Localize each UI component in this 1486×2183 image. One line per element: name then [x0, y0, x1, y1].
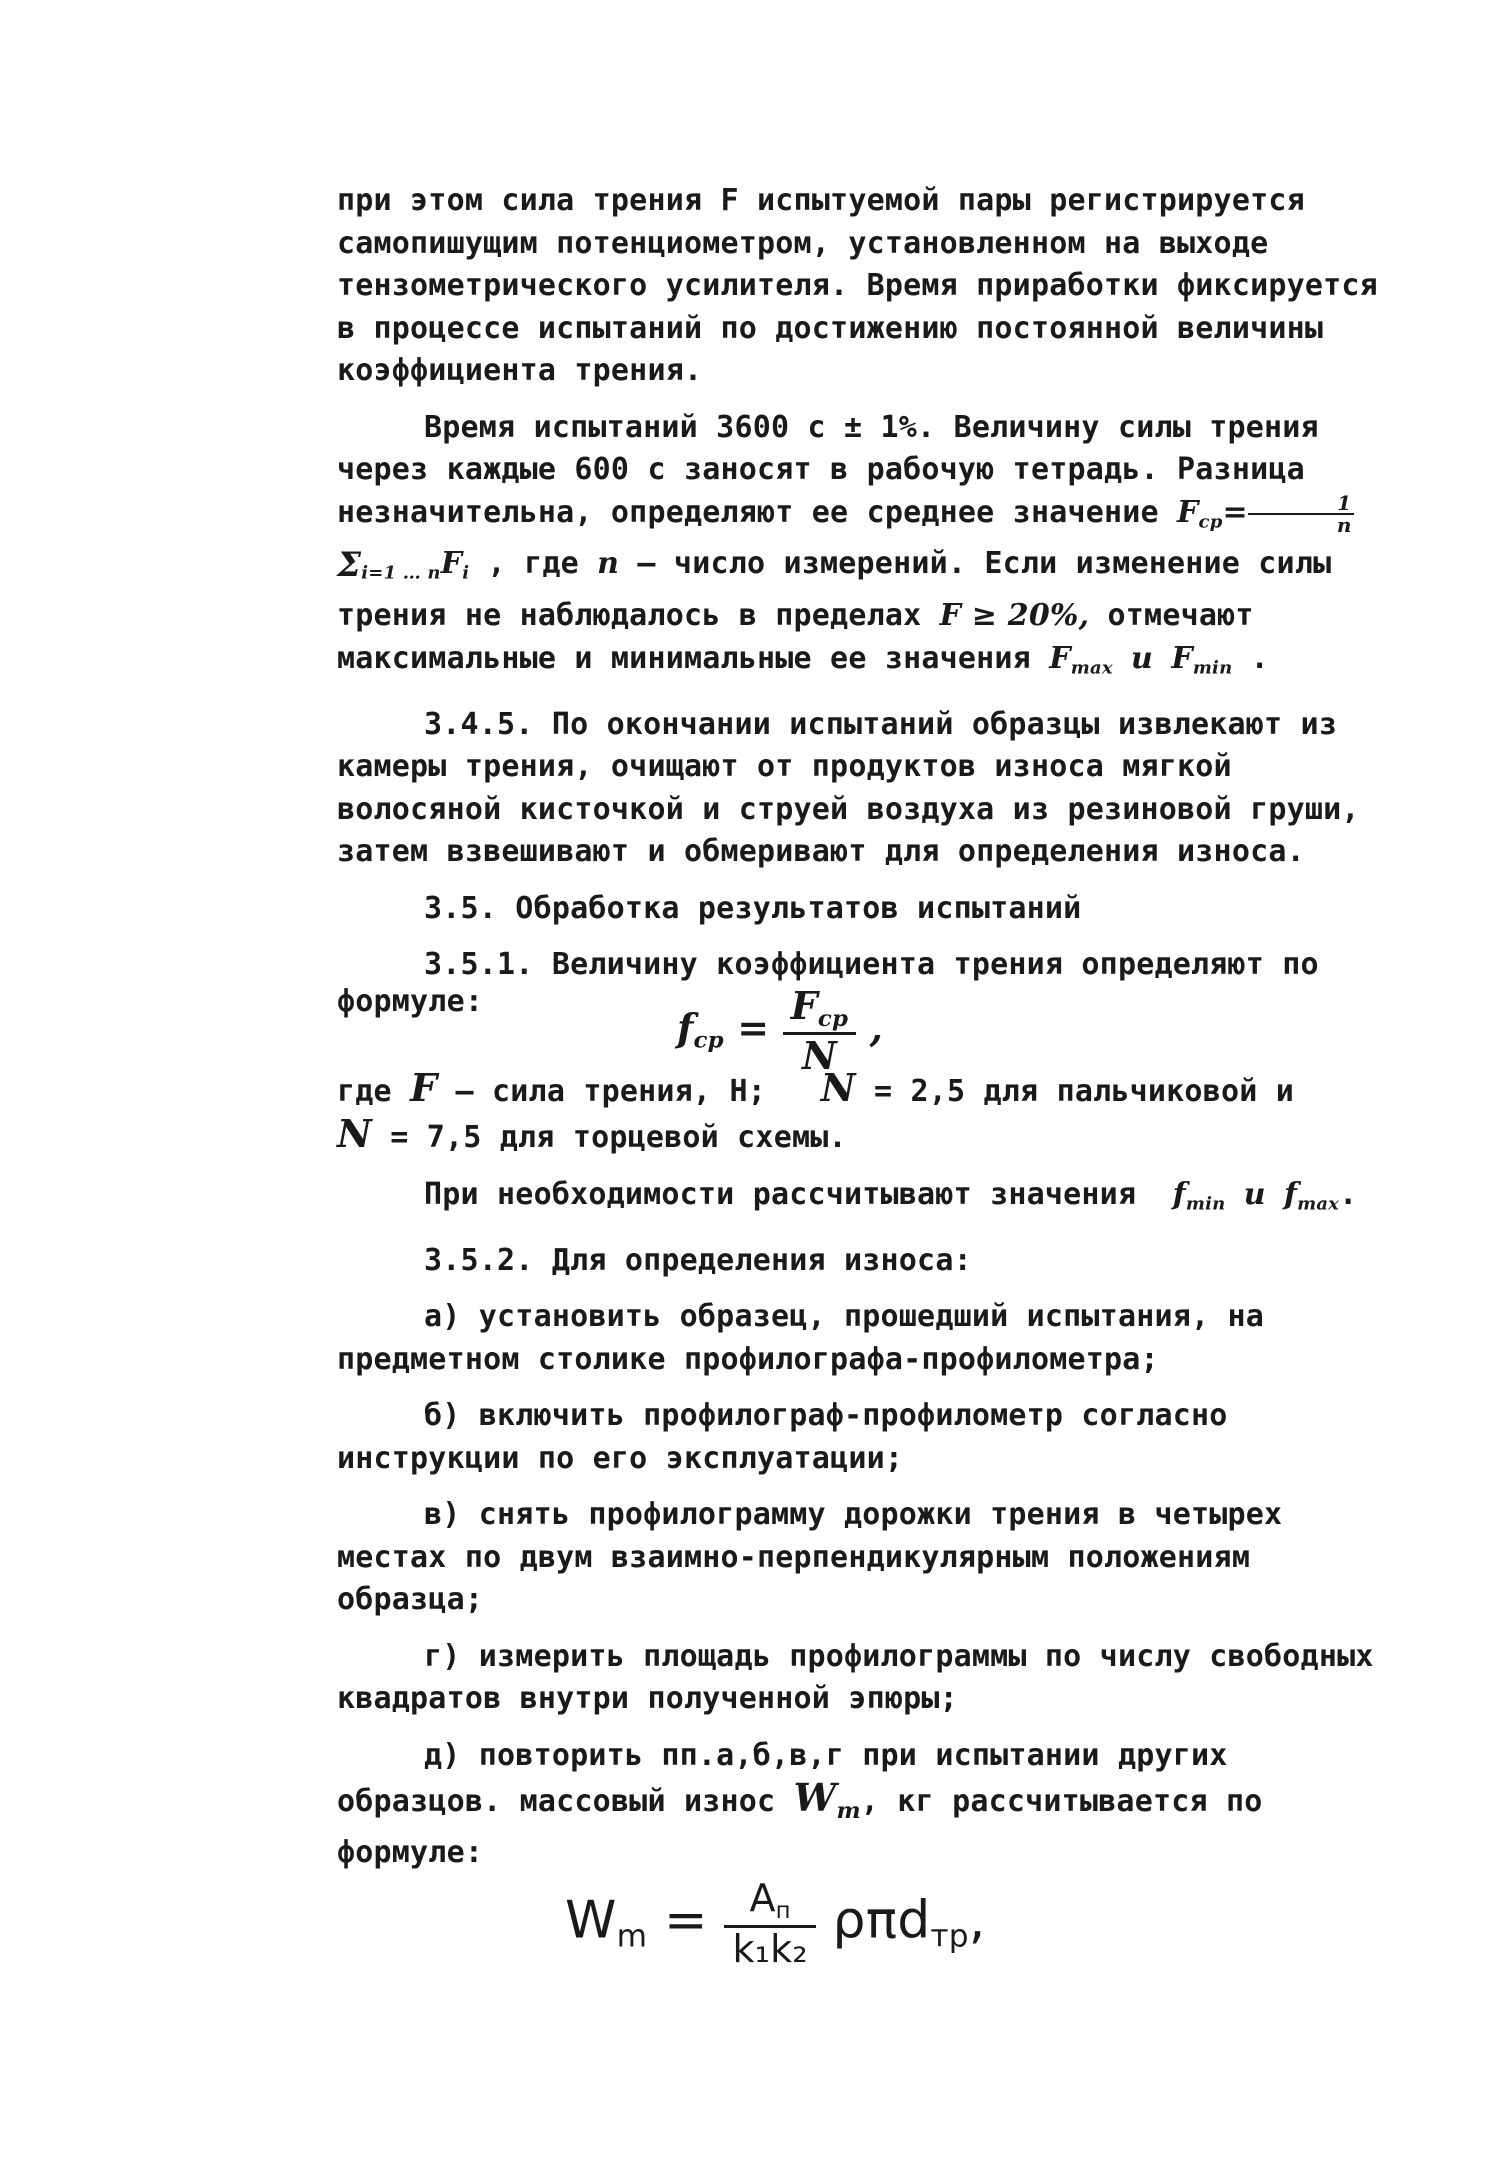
text-run: д) повторить пп.а,б,в,г при испытании других образцов. массовый износ: [337, 1737, 1228, 1820]
formula-symbol: F: [1171, 640, 1193, 676]
list-item-a: [337, 1296, 1387, 1381]
formula-symbol: F: [440, 546, 463, 582]
wear-mass-equation: [337, 1875, 1387, 1971]
section-heading-3-5: [337, 888, 1387, 931]
symbol-and: и: [1243, 1176, 1266, 1212]
fraction-numerator: 1: [1248, 493, 1354, 515]
text-run: при этом сила трения F испытуемой пары регистрируется самопишущим потенциометром, установленном на выходе тензометрического усилителя. Время приработки фиксируется в процессе испытаний по достижению постоянной величины коэффициента трения.: [337, 183, 1378, 388]
sum-limits: i=1 … n: [361, 562, 441, 584]
paragraph-friction-registration: [337, 180, 1387, 393]
symbol-fmax: [1049, 640, 1113, 679]
formula-subscript: ср: [693, 1027, 724, 1054]
formula-symbol: A: [749, 1875, 776, 1920]
formula-punctuation: ,: [869, 1004, 883, 1050]
symbol-fmin: [1171, 640, 1233, 679]
formula-symbol: W: [565, 1890, 617, 1951]
formula-symbol: f: [1283, 1176, 1298, 1212]
symbol-range: F ≥ 20%,: [939, 598, 1090, 634]
formula-symbol: F: [790, 982, 818, 1028]
symbol-and: и: [1131, 640, 1154, 676]
text-run: При необходимости рассчитывают значения: [424, 1176, 1137, 1212]
formula-symbol: f: [677, 1004, 694, 1050]
formula-f-mean: [677, 982, 883, 1079]
formula-subscript: m: [616, 1918, 648, 1955]
formula-punctuation: ,: [968, 1890, 986, 1951]
fraction-denominator: n: [1336, 512, 1352, 537]
symbol-n: n: [597, 546, 620, 582]
formula-fraction: [724, 1875, 815, 1971]
paragraph-calc-values: При необходимости рассчитывают значения $f_{min}$ и $f_{max}$.: [424, 1176, 1358, 1215]
fraction-numerator: [783, 982, 856, 1036]
formula-subscript: п: [775, 1897, 791, 1924]
text-run: в) снять профилограмму дорожки трения в четырех местах по двум взаимно-перпендикулярным положениям образца;: [337, 1497, 1283, 1618]
text-run: формуле:: [337, 983, 484, 1019]
formula-symbol: F: [1049, 640, 1071, 676]
formula-subscript: m: [836, 1797, 861, 1824]
text-run: г) измерить площадь профилограммы по числу свободных квадратов внутри полученной эпюры;: [337, 1638, 1374, 1717]
formula-symbol: F: [1177, 494, 1199, 530]
paragraph-3-4-5: [337, 704, 1387, 874]
list-item-e: [337, 1735, 1387, 1875]
formula-symbol: f: [1172, 1176, 1186, 1212]
formula-fraction: [783, 982, 856, 1079]
formula-fraction: [1248, 490, 1354, 537]
text-run: Время испытаний 3600 с ± 1%. Величину силы трения через каждые 600 с заносят в рабочую тетрадь. Разница незначительна, определяют ее среднее значение: [337, 409, 1319, 530]
symbol-wm: [793, 1775, 861, 1824]
text-run: 3.5.2. Для определения износа:: [424, 1242, 972, 1278]
text-run: = 7,5 для торцевой схемы.: [390, 1120, 847, 1156]
formula-subscript: max: [1070, 657, 1113, 679]
text-run: 3.5.1. Величину коэффициента трения определяют по: [424, 947, 1319, 983]
fraction-numerator: [724, 1875, 815, 1928]
text-run: б) включить профилограф-профилометр согласно инструкции по его эксплуатации;: [337, 1398, 1228, 1476]
list-item-c: [337, 1494, 1387, 1622]
formula-subscript: min: [1185, 1193, 1226, 1215]
symbol-F: F: [410, 1064, 438, 1110]
friction-coefficient-equation: [337, 981, 1387, 1079]
symbol-N: N: [337, 1111, 372, 1157]
text-run: = 2,5 для пальчиковой и: [873, 1073, 1294, 1109]
formula-subscript: ср: [1198, 510, 1223, 532]
text-run: , кг рассчитывается по формуле:: [337, 1784, 1263, 1871]
text-run: где: [337, 1073, 392, 1109]
formula-subscript: i: [462, 562, 470, 584]
paragraph-test-time: Время испытаний 3600 с ± 1%. Величину силы трения через каждые 600 с заносят в рабочую тетрадь. Разница незначительна, определяют ее среднее значение $F_{ср}=$ $\frac{1}{n}$ $\Sigma_{i=1 \dots n}F_i$ , где n – число измерений. Если изменение силы трения не наблюдалось в пределах F ≥ 20%, отмечают максимальные и минимальные ее значения $F_{max}$ и $F_{min}$ .: [337, 409, 1352, 679]
text-run: а) установить образец, прошедший испытания, на предметном столике профилографа-профилометра;: [337, 1299, 1265, 1377]
formula-subscript: тр: [930, 1918, 969, 1955]
list-item-b: [337, 1395, 1387, 1480]
formula-symbol: W: [793, 1775, 837, 1821]
symbol-fmin: [1172, 1176, 1226, 1215]
paragraph-where-n: [337, 1113, 1387, 1160]
document-text: [337, 180, 1387, 1971]
list-item-d: [337, 1636, 1387, 1721]
text-run: 3.5. Обработка результатов испытаний: [424, 890, 1082, 926]
formula-operator: =: [1222, 494, 1248, 530]
formula-operator: =: [663, 1890, 708, 1951]
fraction-denominator: k₁k₂: [732, 1926, 808, 1971]
formula-operator: =: [737, 1004, 770, 1050]
text-run: 3.4.5. По окончании испытаний образцы извлекают из камеры трения, очищают от продуктов износа мягкой волосяной кисточкой и струей воздуха из резиновой груши, затем взвешивают и обмеривают для определения износа.: [337, 706, 1360, 870]
formula-subscript: ср: [817, 1005, 849, 1032]
symbol-fmax: [1283, 1176, 1340, 1215]
text-run: где: [524, 546, 579, 582]
fraction-denominator: N: [801, 1033, 837, 1079]
sum-symbol: Σ: [337, 545, 362, 586]
text-run: – число измерений. Если изменение силы трения не наблюдалось в пределах: [337, 546, 1332, 634]
formula-subscript: max: [1297, 1193, 1340, 1215]
formula-symbol: ρπd: [832, 1890, 931, 1951]
paragraph-3-5-2: [337, 1240, 1387, 1283]
symbol-N: N: [820, 1064, 856, 1110]
text-run: отмечают максимальные и минимальные ее значения: [337, 598, 1254, 676]
formula-subscript: min: [1192, 657, 1233, 679]
text-run: – сила трения, Н;: [455, 1073, 766, 1109]
